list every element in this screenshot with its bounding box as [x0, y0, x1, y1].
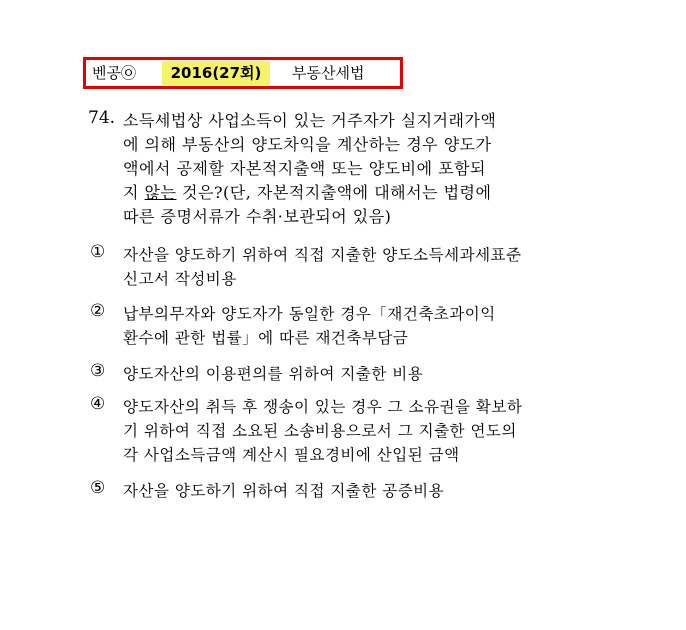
option-4-text[interactable]: 기 위하여 직접 소요된 소송비용으로서 그 지출한 연도의 [123, 422, 517, 440]
question-line: 소득세법상 사업소득이 있는 거주자가 실지거래가액 [123, 111, 497, 130]
option-4-number[interactable]: ④ [90, 394, 106, 414]
option-1-text[interactable]: 신고서 작성비용 [123, 270, 237, 288]
question-number: 74. [88, 108, 116, 128]
subject-label: 부동산세법 [292, 64, 365, 82]
question-text: 것은?(단, 자본적지출액에 대해서는 법령에 [176, 183, 492, 202]
question-text: 지 [123, 183, 145, 202]
negation-emphasis: 않는 [144, 183, 177, 202]
option-2-number[interactable]: ② [90, 301, 106, 321]
option-4-text[interactable]: 양도자산의 취득 후 쟁송이 있는 경우 그 소유권을 확보하 [123, 398, 523, 416]
question-line: 따른 증명서류가 수취·보관되어 있음) [123, 207, 392, 226]
option-1-number[interactable]: ① [90, 242, 106, 262]
option-1-text[interactable]: 자산을 양도하기 위하여 직접 지출한 양도소득세과세표준 [123, 246, 522, 264]
option-2-text[interactable]: 납부의무자와 양도자가 동일한 경우「재건축초과이익 [123, 305, 496, 323]
question-line: 액에서 공제할 자본적지출액 또는 양도비에 포함되 [123, 159, 487, 178]
option-5-number[interactable]: ⑤ [90, 478, 106, 498]
option-2-text[interactable]: 환수에 관한 법률」에 따른 재건축부담금 [123, 329, 409, 347]
question-line: 에 의해 부동산의 양도차익을 계산하는 경우 양도가 [123, 135, 492, 154]
brand-label: 벤공㉧ [92, 64, 136, 82]
option-3-text[interactable]: 양도자산의 이용편의를 위하여 지출한 비용 [123, 365, 424, 383]
option-3-number[interactable]: ③ [90, 361, 106, 381]
option-4-text[interactable]: 각 사업소득금액 계산시 필요경비에 산입된 금액 [123, 446, 460, 464]
exam-year-badge: 2016(27회) [162, 61, 270, 85]
option-5-text[interactable]: 자산을 양도하기 위하여 직접 지출한 공증비용 [123, 482, 445, 500]
question-line-4 [123, 180, 491, 203]
